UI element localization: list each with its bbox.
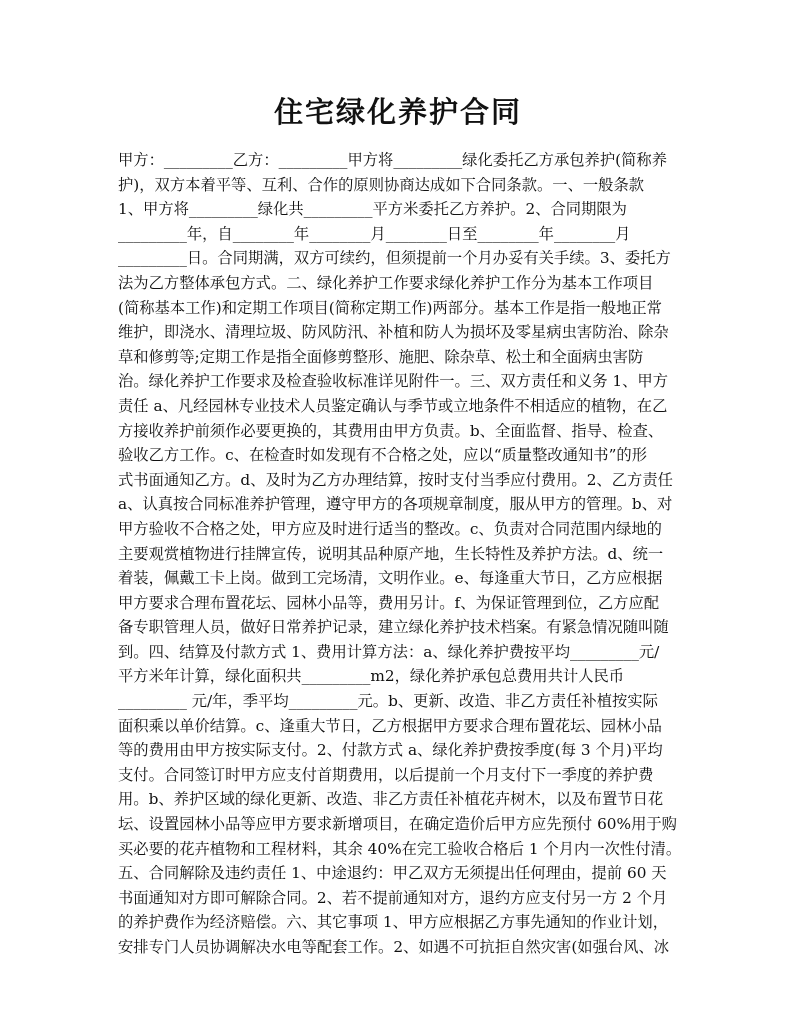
body-text-line: 维护，即浇水、清理垃圾、防风防汛、补植和防人为损坏及零星病虫害防治、除杂 [118, 323, 669, 342]
body-text-line: 甲方要求合理布置花坛、园林小品等，费用另计。f、为保证管理到位，乙方应配 [118, 593, 660, 612]
body-text-line: 方接收养护前须作必要更换的，其费用由甲方负责。b、全面监督、指导、检查、 [118, 421, 664, 440]
body-text-line: 1、甲方将_________绿化共_________平方米委托乙方养护。2、合同期限为 [118, 200, 627, 219]
body-text-line: 主要观赏植物进行挂牌宣传，说明其品种原产地，生长特性及养护方法。d、统一 [118, 544, 664, 563]
document-body [118, 148, 684, 960]
body-text-line: a、认真按合同标准养护管理，遵守甲方的各项规章制度，服从甲方的管理。b、对 [118, 495, 673, 514]
body-text-line: 买必要的花卉植物和工程材料，其余 40%在完工验收合格后 1 个月内一次性付清。 [118, 839, 682, 858]
body-text-line: 甲方验收不合格之处，甲方应及时进行适当的整改。c、负责对合同范围内绿地的 [118, 519, 662, 538]
body-text-line: _________年，自________年________月________日至________年________月 [118, 224, 631, 243]
body-text-line: _________ 元/年，季平均_________元。b、更新、改造、非乙方责任补植按实际 [118, 692, 658, 711]
body-text-line: 的养护费作为经济赔偿。六、其它事项 1、甲方应根据乙方事先通知的作业计划， [118, 913, 668, 932]
body-text-line: 安排专门人员协调解决水电等配套工作。2、如遇不可抗拒自然灾害(如强台风、冰 [118, 938, 670, 956]
body-text-line: 五、合同解除及违约责任 1、中途退约：甲乙双方无须提出任何理由，提前 60 天 [118, 864, 667, 883]
body-text-line: 法为乙方整体承包方式。二、绿化养护工作要求绿化养护工作分为基本工作项目 [118, 273, 654, 292]
body-text-line: 等的费用由甲方按实际支付。2、付款方式 a、绿化养护费按季度(每 3 个月)平均 [118, 741, 663, 760]
body-text-line: 草和修剪等;定期工作是指全面修剪整形、施肥、除杂草、松土和全面病虫害防 [118, 347, 644, 366]
body-text-line: 坛、设置园林小品等应甲方要求新增项目，在确定造价后甲方应先预付 60%用于购 [118, 815, 677, 834]
body-text-line: 治。绿化养护工作要求及检查验收标准详见附件一。三、双方责任和义务 1、甲方 [118, 372, 668, 391]
body-text-line: 面积乘以单价结算。c、逢重大节日，乙方根据甲方要求合理布置花坛、园林小品 [118, 716, 662, 735]
body-text-line: 验收乙方工作。c、在检查时如发现有不合格之处，应以“质量整改通知书”的形 [118, 446, 648, 465]
body-text-line: 用。b、养护区域的绿化更新、改造、非乙方责任补植花卉树木，以及布置节日花 [118, 790, 664, 809]
body-text-line: 支付。合同签订时甲方应支付首期费用，以后提前一个月支付下一季度的养护费 [118, 765, 654, 784]
body-text-line: 护)，双方本着平等、互利、合作的原则协商达成如下合同条款。一、一般条款 [118, 175, 645, 194]
body-text-line: 责任 a、凡经园林专业技术人员鉴定确认与季节或立地条件不相适应的植物，在乙 [118, 396, 668, 415]
body-text-line: 到。四、结算及付款方式 1、费用计算方法：a、绿化养护费按平均_________元/ [118, 642, 660, 661]
body-text-line: (简称基本工作)和定期工作项目(简称定期工作)两部分。基本工作是指一般地正常 [118, 298, 662, 317]
body-text-line: 备专职管理人员，做好日常养护记录，建立绿化养护技术档案。有紧急情况随叫随 [118, 618, 669, 637]
body-text-line: 甲方：_________乙方：_________甲方将_________绿化委托乙方承包养护(简称养 [118, 151, 668, 169]
document-title: 住宅绿化养护合同 [273, 95, 522, 129]
body-text-line: _________日。合同期满，双方可续约，但须提前一个月办妥有关手续。3、委托方 [118, 249, 671, 268]
body-text-line: 书面通知对方即可解除合同。2、若不提前通知对方，退约方应支付另一方 2 个月 [118, 888, 668, 907]
body-text-line: 平方米年计算，绿化面积共_________m2，绿化养护承包总费用共计人民币 [118, 667, 625, 686]
body-text-line: 着装，佩戴工卡上岗。做到工完场清，文明作业。e、每逢重大节日，乙方应根据 [118, 569, 663, 588]
body-text-line: 式书面通知乙方。d、及时为乙方办理结算，按时支付当季应付费用。2、乙方责任 [118, 470, 673, 489]
